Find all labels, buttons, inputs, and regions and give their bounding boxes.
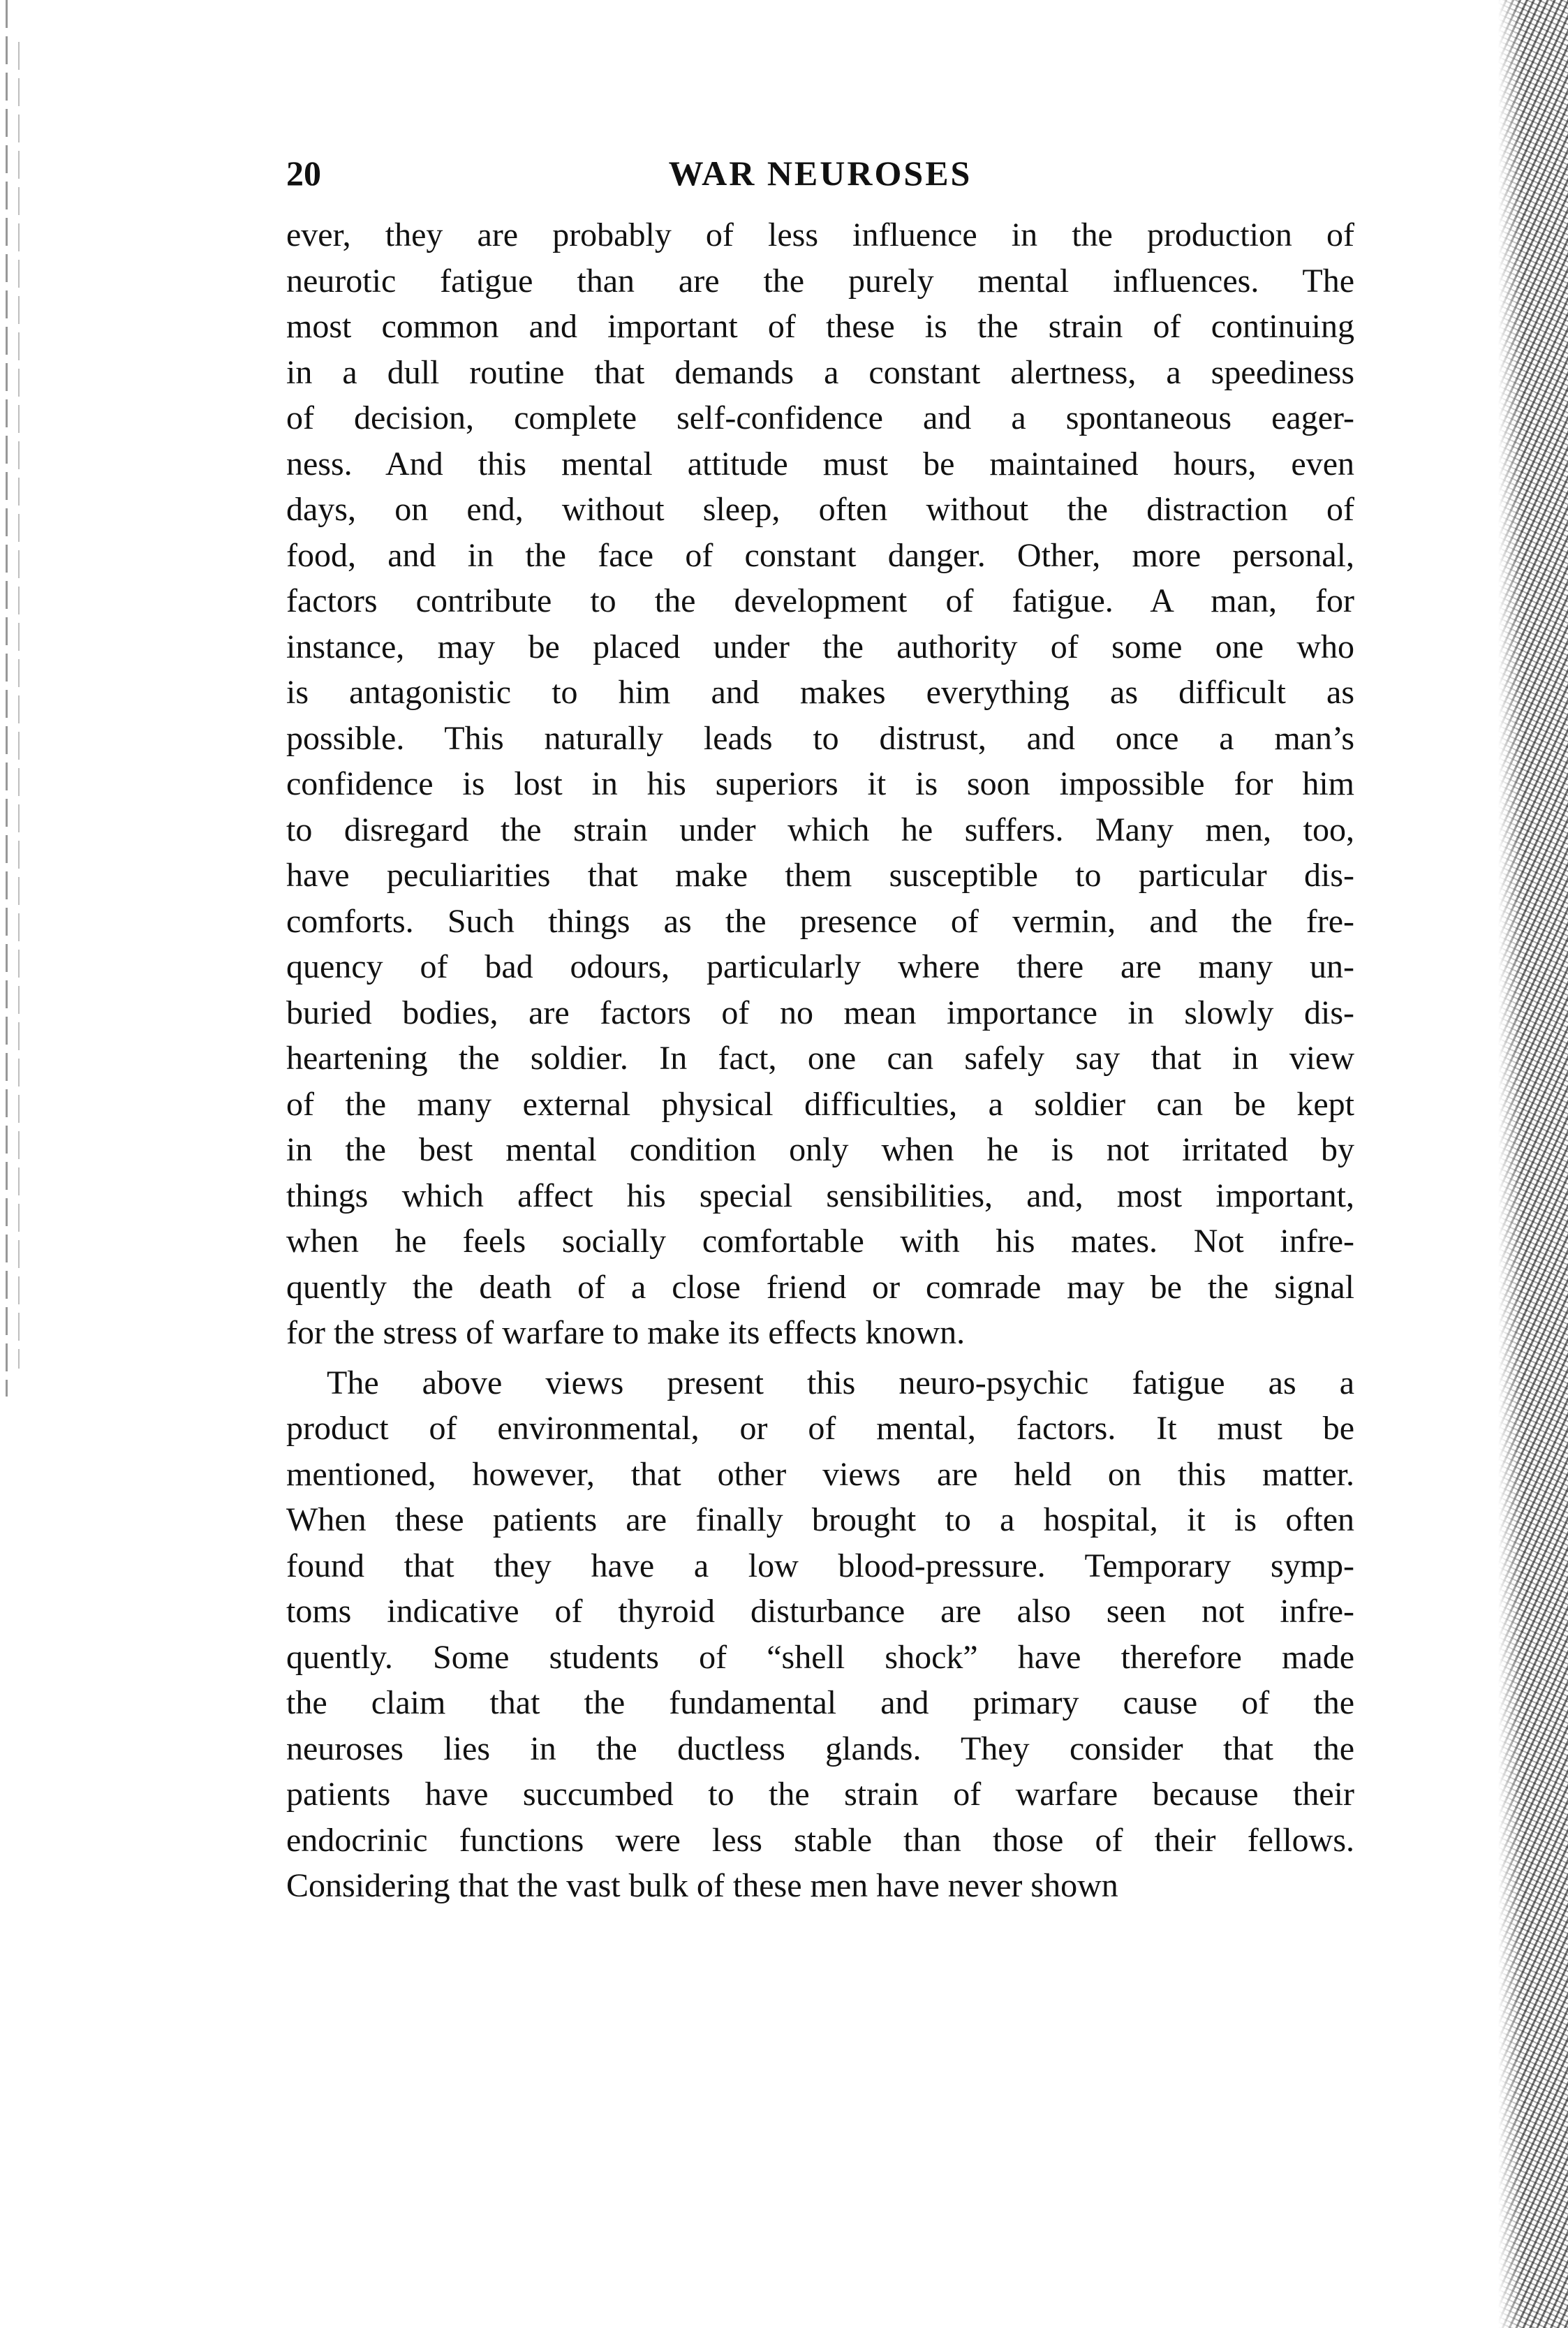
paragraph <box>286 212 1354 1356</box>
text-line: buried bodies, are factors of no mean importance in slowly dis- <box>286 994 1354 1031</box>
text-line: instance, may be placed under the authority of some one who <box>286 628 1354 665</box>
text-line: Considering that the vast bulk of these men have never shown <box>286 1867 1118 1904</box>
text-line: the claim that the fundamental and primary cause of the <box>286 1684 1354 1721</box>
binding-edge-rule <box>6 0 8 1397</box>
page-edge-scan-artifact <box>1498 0 1568 2328</box>
text-line: found that they have a low blood-pressure. Temporary symp- <box>286 1547 1354 1584</box>
text-line: toms indicative of thyroid disturbance are also seen not infre- <box>286 1593 1354 1630</box>
page-header <box>286 145 1354 201</box>
body-text <box>286 212 1354 1909</box>
text-line: neuroses lies in the ductless glands. They consider that the <box>286 1730 1354 1767</box>
text-line: mentioned, however, that other views are held on this matter. <box>286 1455 1354 1493</box>
text-line: most common and important of these is the strain of continuing <box>286 308 1354 345</box>
text-line: The above views present this neuro-psychic fatigue as a <box>327 1364 1354 1401</box>
text-line: quently the death of a close friend or comrade may be the signal <box>286 1268 1354 1306</box>
page-number: 20 <box>286 154 321 193</box>
text-line: ness. And this mental attitude must be maintained hours, even <box>286 445 1354 482</box>
text-line: heartening the soldier. In fact, one can safely say that in view <box>286 1040 1354 1077</box>
text-line: product of environmental, or of mental, factors. It must be <box>286 1410 1354 1447</box>
text-line: things which affect his special sensibilities, and, most important, <box>286 1177 1354 1214</box>
text-line: quency of bad odours, particularly where there are many un- <box>286 948 1354 985</box>
text-line: factors contribute to the development of fatigue. A man, for <box>286 582 1354 619</box>
text-line: when he feels socially comfortable with his mates. Not infre- <box>286 1223 1354 1260</box>
text-line: confidence is lost in his superiors it is soon impossible for him <box>286 765 1354 802</box>
text-line: endocrinic functions were less stable than those of their fellows. <box>286 1821 1354 1859</box>
text-line: to disregard the strain under which he suffers. Many men, too, <box>286 811 1354 848</box>
text-line: quently. Some students of “shell shock” have therefore made <box>286 1638 1354 1676</box>
text-line: comforts. Such things as the presence of vermin, and the fre- <box>286 902 1354 940</box>
paragraph <box>286 1360 1354 1909</box>
text-line: patients have succumbed to the strain of warfare because their <box>286 1776 1354 1813</box>
text-line: for the stress of warfare to make its effects known. <box>286 1314 966 1351</box>
text-line: days, on end, without sleep, often without the distraction of <box>286 491 1354 528</box>
text-line: neurotic fatigue than are the purely mental influences. The <box>286 262 1354 300</box>
text-line: have peculiarities that make them susceptible to particular dis- <box>286 857 1354 894</box>
text-line: is antagonistic to him and makes everything as difficult as <box>286 674 1354 711</box>
text-line: in a dull routine that demands a constant alertness, a speediness <box>286 353 1354 391</box>
text-line: food, and in the face of constant danger. Other, more personal, <box>286 536 1354 574</box>
text-line: possible. This naturally leads to distrust, and once a man’s <box>286 719 1354 757</box>
text-line: ever, they are probably of less influence in the production of <box>286 216 1354 253</box>
text-line: of the many external physical difficulties, a soldier can be kept <box>286 1085 1354 1123</box>
text-line: of decision, complete self-confidence and a spontaneous eager- <box>286 399 1354 436</box>
text-line: When these patients are finally brought to a hospital, it is often <box>286 1501 1354 1538</box>
running-head: WAR NEUROSES <box>668 154 972 193</box>
text-line: in the best mental condition only when he is not irritated by <box>286 1131 1354 1168</box>
binding-edge-rule <box>18 42 20 1369</box>
